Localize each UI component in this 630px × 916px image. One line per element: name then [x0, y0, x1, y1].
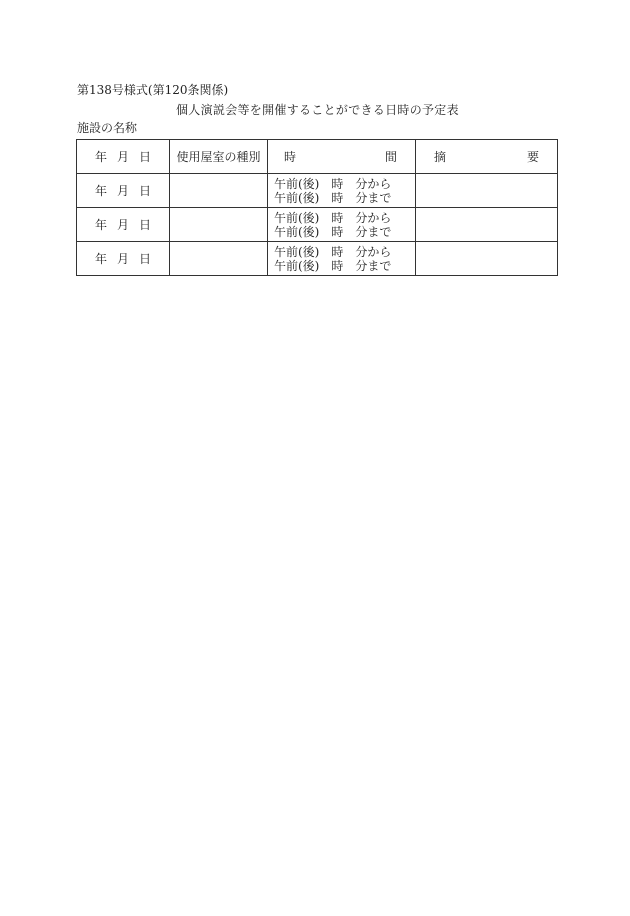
time-from: 午前(後) 時 分から: [274, 176, 392, 191]
table-row: [77, 242, 558, 276]
header-year: 年: [95, 149, 108, 164]
room-type-cell[interactable]: [170, 208, 268, 242]
header-day: 日: [138, 149, 151, 164]
date-cell[interactable]: [77, 208, 170, 242]
table-row: [77, 208, 558, 242]
header-note: [416, 140, 558, 174]
note-cell[interactable]: [416, 208, 558, 242]
table-row: [77, 174, 558, 208]
schedule-table: [76, 139, 558, 276]
month-label: 月: [116, 251, 129, 266]
header-date: [77, 140, 170, 174]
table-header-row: [77, 140, 558, 174]
year-label: 年: [95, 217, 108, 232]
header-note-char-2: 要: [526, 149, 539, 164]
form-number: 第138号様式(第120条関係): [77, 83, 229, 97]
header-time: [268, 140, 416, 174]
day-label: 日: [138, 183, 151, 198]
time-from: 午前(後) 時 分から: [274, 244, 392, 259]
room-type-cell[interactable]: [170, 174, 268, 208]
month-label: 月: [116, 217, 129, 232]
document-title: 個人演説会等を開催することができる日時の予定表: [176, 103, 459, 117]
time-to: 午前(後) 時 分まで: [274, 258, 392, 273]
time-from: 午前(後) 時 分から: [274, 210, 392, 225]
header-month: 月: [116, 149, 129, 164]
header-time-char-1: 時: [284, 149, 297, 164]
note-cell[interactable]: [416, 242, 558, 276]
time-cell[interactable]: [268, 242, 416, 276]
year-label: 年: [95, 183, 108, 198]
note-cell[interactable]: [416, 174, 558, 208]
room-type-cell[interactable]: [170, 242, 268, 276]
time-to: 午前(後) 時 分まで: [274, 224, 392, 239]
time-cell[interactable]: [268, 174, 416, 208]
header-time-char-2: 間: [384, 149, 397, 164]
date-cell[interactable]: [77, 242, 170, 276]
month-label: 月: [116, 183, 129, 198]
date-cell[interactable]: [77, 174, 170, 208]
header-room-type: 使用屋室の種別: [170, 140, 268, 174]
header-note-char-1: 摘: [434, 149, 447, 164]
day-label: 日: [138, 251, 151, 266]
facility-name-label: 施設の名称: [77, 121, 138, 135]
time-cell[interactable]: [268, 208, 416, 242]
year-label: 年: [95, 251, 108, 266]
time-to: 午前(後) 時 分まで: [274, 190, 392, 205]
day-label: 日: [138, 217, 151, 232]
